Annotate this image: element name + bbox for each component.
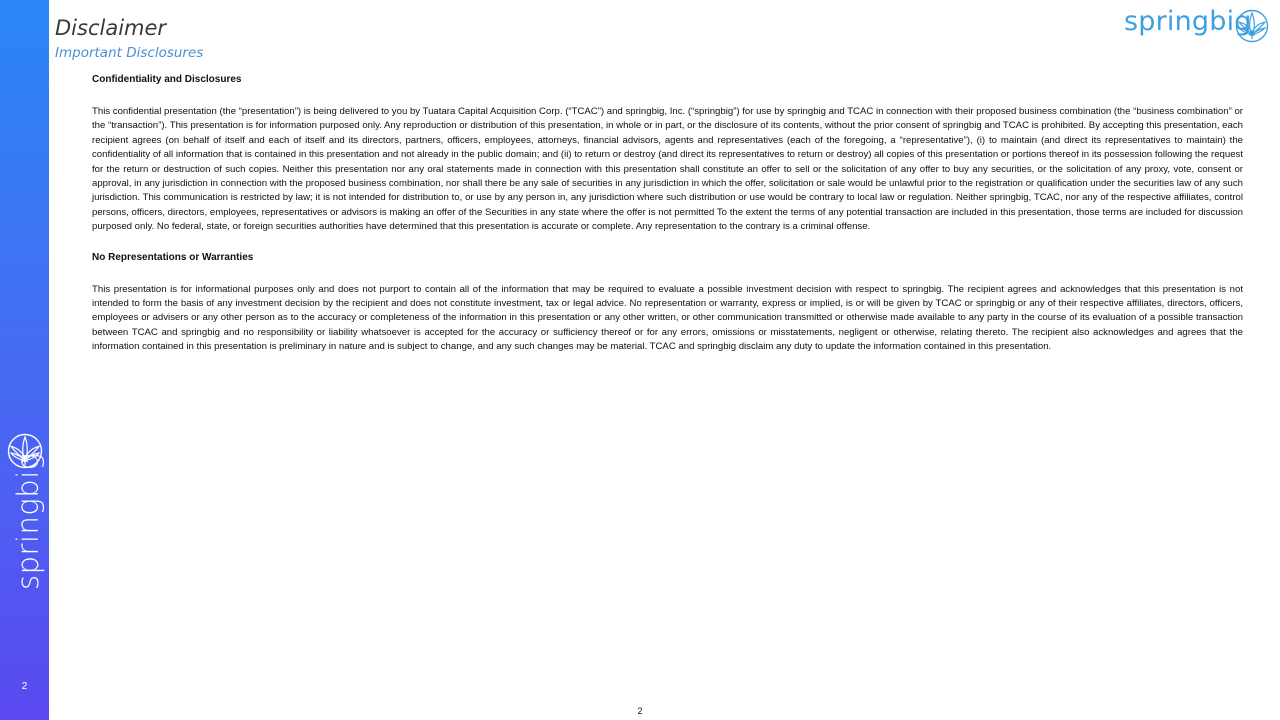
sidebar — [0, 0, 49, 720]
section-heading-confidentiality: Confidentiality and Disclosures — [92, 74, 242, 85]
section-heading-no-representations: No Representations or Warranties — [92, 251, 254, 263]
footer-page-number: 2 — [637, 706, 643, 716]
sidebar-page-number: 2 — [21, 681, 28, 692]
sidebar-brand-wordmark: springbig — [11, 452, 45, 590]
disclaimer-content — [92, 73, 1243, 371]
page-title: Disclaimer — [55, 16, 167, 40]
section-body-no-representations: This presentation is for informational purposes only and does not purport to contain all of the information that may be required to evaluate a possible investment decision with respect to springbig. The recipient agrees and acknowledges that this presentation is not intended to form the basis of any investment decision by the recipient and does not constitute investment, tax or legal advice. No representation or warranty, express or implied, is or will be given by TCAC or springbig or any of their respective affiliates, directors, officers, employees or advisers or any other person as to the accuracy or completeness of the information in this presentation or any other written, or other communication transmitted or otherwise made available to any party in the course of its evaluation of a possible transaction between TCAC and springbig and no responsibility or liability whatsoever is accepted for the accuracy or sufficiency thereof or for any errors, omissions or misstatements, negligent or otherwise, relating thereto. The recipient also acknowledges and agrees that the information contained in this presentation is preliminary in nature and is subject to change, and any such changes may be material. TCAC and springbig disclaim any duty to update the information contained in this presentation. — [92, 283, 1243, 353]
page-subtitle: Important Disclosures — [55, 45, 204, 61]
brand-wordmark: springbig — [1124, 6, 1252, 37]
section-body-confidentiality: This confidential presentation (the “presentation”) is being delivered to you by Tuatara Capital Acquisition Corp. (“TCAC”) and springbig, Inc. (“springbig”) for use by springbig and TCAC in connection with their proposed business combination (the “business combination” or the “transaction”). This presentation is for information purposed only. Any reproduction or distribution of this presentation, in whole or in part, or the disclosure of its contents, without the prior consent of springbig and TCAC is prohibited. By accepting this presentation, each recipient agrees (on behalf of itself and each of itself and its directors, partners, officers, employees, attorneys, financial advisors, agents and representatives (each of the foregoing, a “representative”), (i) to maintain (and direct its representatives to maintain) the confidentiality of all information that is contained in this presentation and not already in the public domain; and (ii) to return or destroy (and direct its representatives to return or destroy) all copies of this presentation or portions thereof in its possession following the request for the return or destruction of such copies. Neither this presentation nor any oral statements made in connection with this presentation shall constitute an offer to sell or the solicitation of any offer to buy any securities, or the solicitation of any proxy, vote, consent or approval, in any jurisdiction in connection with the proposed business combination, nor shall there be any sale of securities in any jurisdiction in which the offer, solicitation or sale would be unlawful prior to the registration or qualification under the securities law of any such jurisdiction. This communication is restricted by law; it is not intended for distribution to, or use by any person in, any jurisdiction where such distribution or use would be contrary to local law or regulation. Neither springbig, TCAC, nor any of the respective affiliates, control persons, officers, directors, employees, representatives or advisors is making an offer of the Securities in any state where the offer is not permitted To the extent the terms of any potential transaction are included in this presentation, those terms are included for discussion purposed only. No federal, state, or foreign securities authorities have determined that this presentation is accurate or complete. Any representation to the contrary is a criminal offense. — [92, 106, 1243, 233]
cannabis-leaf-flower-icon — [1234, 8, 1270, 44]
brand-logo — [1124, 6, 1270, 46]
